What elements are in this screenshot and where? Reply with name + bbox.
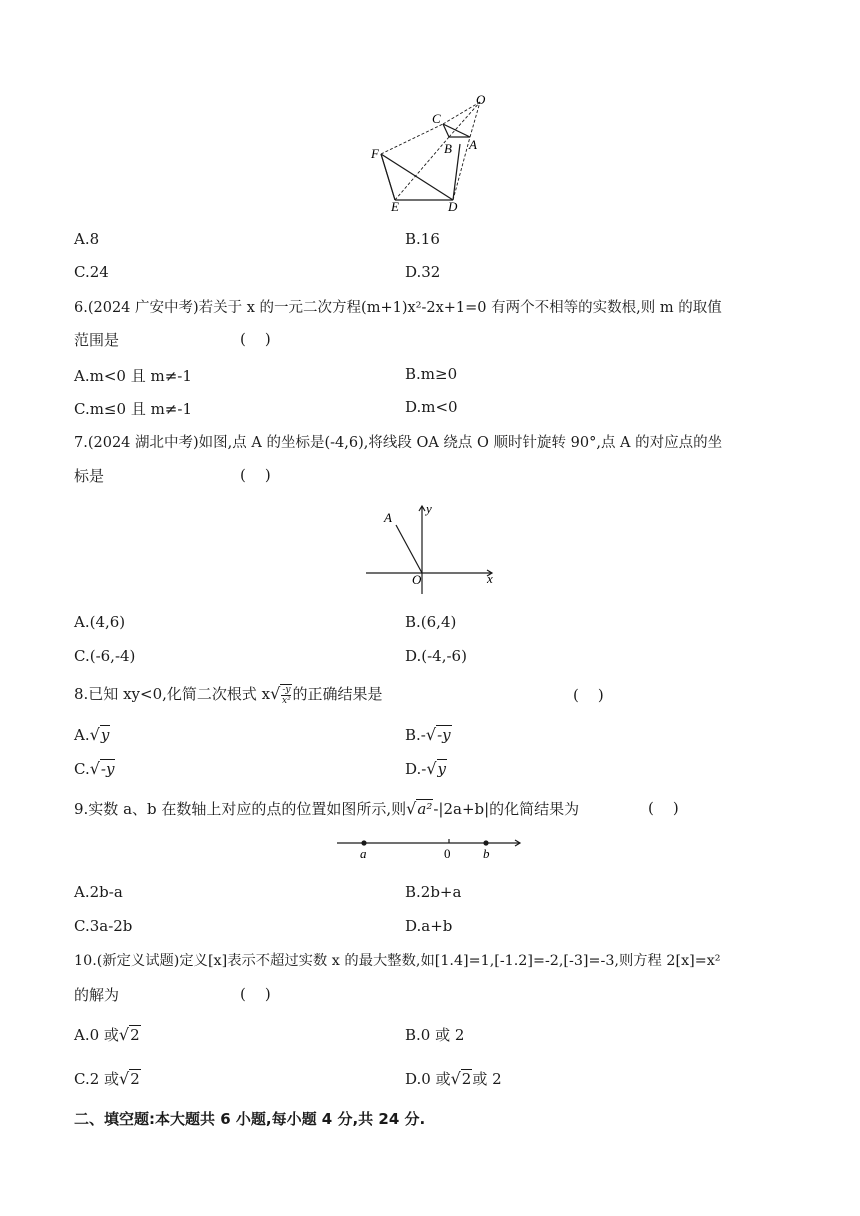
q7-option-b: B.(6,4): [405, 613, 457, 631]
q9-number-line: [335, 832, 525, 862]
q8-stem-prefix: 8.已知 xy<0,化简二次根式 x: [74, 685, 271, 703]
q9-option-b: B.2b+a: [405, 883, 462, 901]
q5-option-d: D.32: [405, 263, 441, 281]
q7-label-O: O: [412, 572, 422, 587]
q8-stem-suffix: 的正确结果是: [292, 685, 383, 703]
q6-stem-line1: 6.(2024 广安中考)若关于 x 的一元二次方程(m+1)x²-2x+1=0 有两个不相等的实数根,则 m 的取值: [74, 300, 722, 316]
q8-answer-paren: ( ): [573, 686, 604, 704]
q9-answer-paren: ( ): [648, 799, 679, 817]
q7-answer-paren: ( ): [240, 466, 271, 484]
q8-option-d: D.-√y: [405, 759, 447, 778]
q6-answer-paren: ( ): [240, 330, 271, 348]
label-E: E: [391, 199, 399, 214]
q10-option-a: A.0 或√2: [74, 1025, 140, 1044]
q10-stem-line1: 10.(新定义试题)定义[x]表示不超过实数 x 的最大整数,如[1.4]=1,[-1.2]=-2,[-3]=-3,则方程 2[x]=x²: [74, 953, 721, 969]
q7-option-a: A.(4,6): [74, 613, 126, 631]
q7-option-c: C.(-6,-4): [74, 647, 136, 665]
q9-stem-suffix: -|2a+b|的化简结果为: [433, 800, 580, 818]
q5-option-c: C.24: [74, 263, 109, 281]
label-C: C: [432, 111, 441, 126]
q9-radical: √a²: [406, 799, 433, 818]
q8-frac-den: x²: [282, 695, 291, 706]
q9-stem: [74, 799, 579, 819]
figure-q7-coordinate: [360, 500, 500, 600]
q8-radical: √ $\frac{-y}{\text{x²}}$: [270, 684, 291, 706]
q8-option-a: A.√y: [74, 725, 110, 744]
q5-option-a: A.8: [74, 230, 100, 248]
q10-option-b: B.0 或 2: [405, 1026, 465, 1044]
q7-label-A: A: [384, 510, 392, 525]
label-O: O: [476, 92, 486, 107]
q9-option-c: C.3a-2b: [74, 917, 133, 935]
label-A: A: [469, 137, 477, 152]
q9-option-a: A.2b-a: [74, 883, 123, 901]
point-a: [361, 840, 366, 845]
label-D: D: [448, 199, 458, 214]
q10-option-c: C.2 或√2: [74, 1069, 140, 1088]
q6-option-d: D.m<0: [405, 398, 458, 416]
figure-q5: [360, 90, 500, 215]
q7-label-x: x: [487, 571, 493, 586]
q9-stem-prefix: 9.实数 a、b 在数轴上对应的点的位置如图所示,则: [74, 800, 407, 818]
q8-frac-num: -y: [282, 684, 291, 695]
q7-stem-line1: 7.(2024 湖北中考)如图,点 A 的坐标是(-4,6),将线段 OA 绕点 O 顺时针旋转 90°,点 A 的对应点的坐: [74, 435, 723, 451]
label-B: B: [444, 141, 452, 156]
section-2-heading: 二、填空题:本大题共 6 小题,每小题 4 分,共 24 分.: [74, 1110, 426, 1128]
label-b: b: [483, 846, 490, 861]
q8-stem: [74, 684, 382, 706]
q6-option-b: B.m≥0: [405, 365, 458, 383]
q10-answer-paren: ( ): [240, 985, 271, 1003]
q6-option-c: C.m≤0 且 m≠-1: [74, 400, 192, 418]
q7-stem-line2: 标是: [74, 467, 105, 485]
q9-option-d: D.a+b: [405, 917, 453, 935]
point-b: [483, 840, 488, 845]
q8-option-c: C.√-y: [74, 759, 115, 778]
q7-option-d: D.(-4,-6): [405, 647, 467, 665]
q7-label-y: y: [426, 501, 432, 516]
label-F: F: [371, 146, 379, 161]
q6-stem-line2: 范围是: [74, 331, 120, 349]
label-zero: 0: [444, 846, 451, 861]
q8-option-b: B.-√-y: [405, 725, 451, 744]
q10-option-d: D.0 或√2或 2: [405, 1069, 502, 1088]
label-a: a: [360, 846, 367, 861]
q6-option-a: A.m<0 且 m≠-1: [74, 367, 192, 385]
q10-stem-line2: 的解为: [74, 986, 120, 1004]
q5-option-b: B.16: [405, 230, 440, 248]
